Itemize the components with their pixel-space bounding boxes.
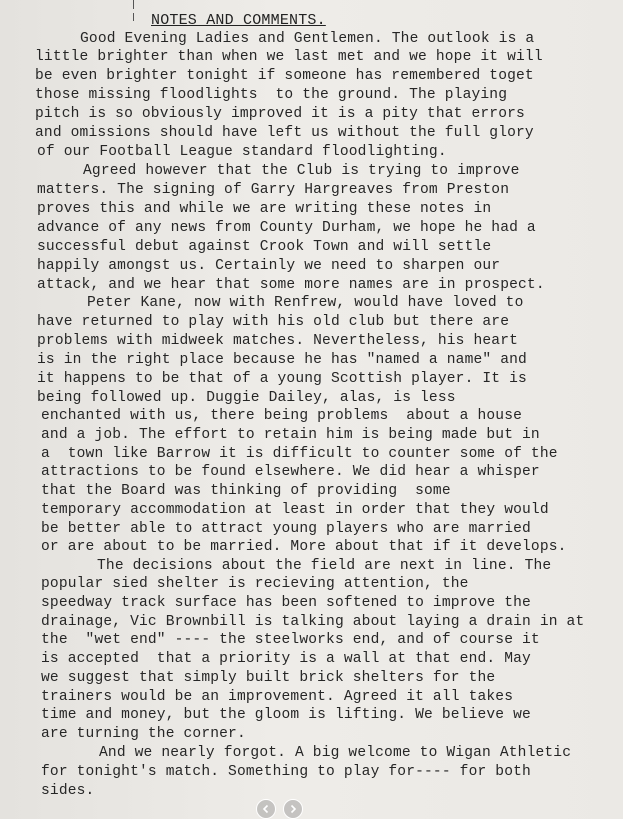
text-line: Agreed however that the Club is trying to improve [83,163,520,179]
text-line: be better able to attract young players who are married [41,521,531,537]
text-line: enchanted with us, there being problems about a house [41,408,523,424]
text-line: being followed up. Duggie Dailey, alas, is less [37,390,456,406]
next-button[interactable] [283,799,303,819]
text-line: and a job. The effort to retain him is being made but in [41,427,540,443]
text-line: pitch is so obviously improved it is a pity that errors [35,106,525,122]
text-line: or are about to be married. More about that if it develops. [41,539,567,555]
text-line: drainage, Vic Brownbill is talking about laying a drain in at [41,614,585,630]
text-line: popular sied shelter is recieving attention, the [41,576,469,592]
text-line: for tonight's match. Something to play for---- for both [41,764,531,780]
text-line: have returned to play with his old club but there are [37,314,510,330]
text-line: successful debut against Crook Town and will settle [37,239,492,255]
margin-tick [133,0,134,9]
text-line: is in the right place because he has "named a name" and [37,352,527,368]
text-line: Good Evening Ladies and Gentlemen. The outlook is a [80,31,535,47]
text-line: is accepted that a priority is a wall at that end. May [41,651,531,667]
chevron-left-icon [261,804,271,814]
text-line: And we nearly forgot. A big welcome to Wigan Athletic [99,745,572,761]
margin-tick [133,13,134,21]
prev-button[interactable] [256,799,276,819]
text-line: little brighter than when we last met and we hope it will [35,49,543,65]
text-line: attack, and we hear that some more names are in prospect. [37,277,545,293]
text-line: proves this and while we are writing these notes in [37,201,492,217]
text-line: are turning the corner. [41,726,246,742]
text-line: and omissions should have left us without the full glory [35,125,534,141]
text-line: trainers would be an improvement. Agreed it all takes [41,689,514,705]
text-line: it happens to be that of a young Scottish player. It is [37,371,527,387]
text-line: Peter Kane, now with Renfrew, would have loved to [87,295,524,311]
text-line: The decisions about the field are next in line. The [97,558,552,574]
text-line: attractions to be found elsewhere. We did hear a whisper [41,464,540,480]
text-line: problems with midweek matches. Nevertheless, his heart [37,333,519,349]
text-line: be even brighter tonight if someone has remembered toget [35,68,534,84]
text-line: of our Football League standard floodlighting. [37,144,447,160]
text-line: advance of any news from County Durham, we hope he had a [37,220,536,236]
text-line: those missing floodlights to the ground. The playing [35,87,508,103]
text-line: the "wet end" ---- the steelworks end, and of course it [41,632,540,648]
text-line: sides. [41,783,95,799]
text-line: speedway track surface has been softened to improve the [41,595,531,611]
text-line: we suggest that simply built brick shelters for the [41,670,496,686]
text-line: happily amongst us. Certainly we need to sharpen our [37,258,501,274]
text-line: temporary accommodation at least in order that they would [41,502,549,518]
chevron-right-icon [288,804,298,814]
page-heading: NOTES AND COMMENTS. [151,12,326,29]
text-line: a town like Barrow it is difficult to counter some of the [41,446,558,462]
text-line: matters. The signing of Garry Hargreaves from Preston [37,182,510,198]
text-line: that the Board was thinking of providing some [41,483,451,499]
text-line: time and money, but the gloom is lifting. We believe we [41,707,531,723]
